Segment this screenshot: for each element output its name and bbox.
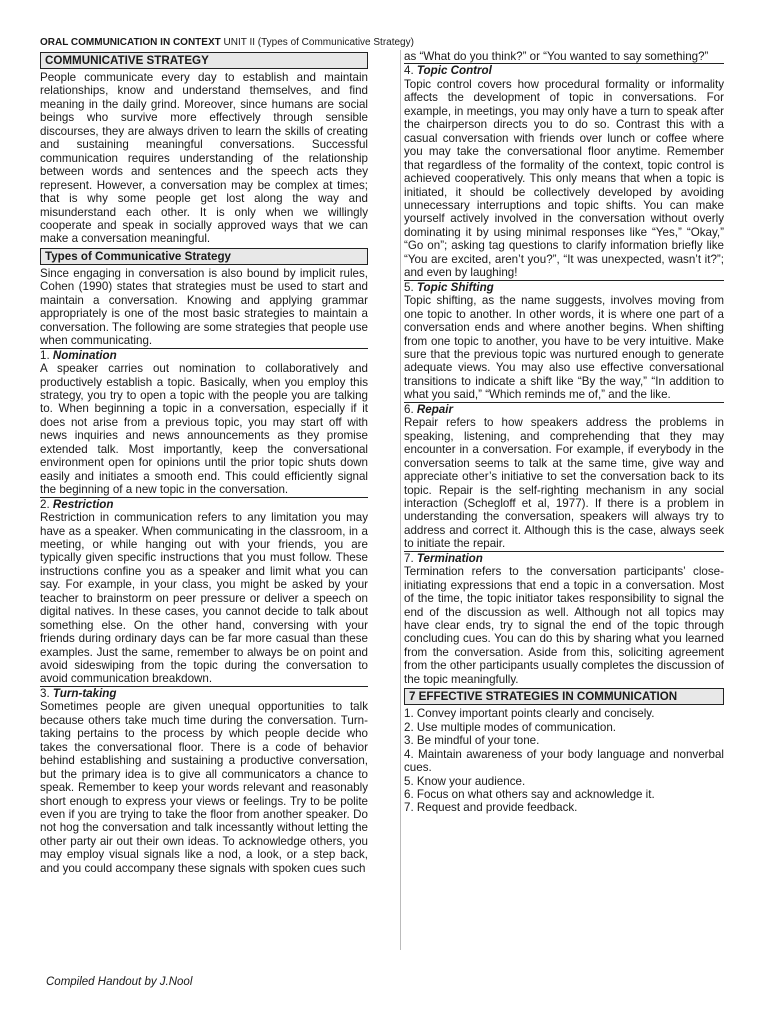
restriction-text: Restriction in communication refers to any limitation you may have as a speaker. When communicating in the classroom, in a meeting, or while hanging out with your friends, you are typically given specific instructions that you must follow. These instructions confine you as a speaker and limit what you can say. For example, in your class, you might be asked by your teacher to brainstorm on peer pressure or deliver a speech on digital natives. In these cases, you cannot decide to talk about something else. On the other hand, conversing with your friends during ordinary days can be far more casual than these examples. Just the same, remember to always be on point and avoid sideswiping from the topic during the conversation to avoid communication breakdown. xyxy=(40,511,368,686)
column-divider xyxy=(400,50,401,950)
list-item: 6. Focus on what others say and acknowledge it. xyxy=(404,788,655,802)
repair-heading: 6. Repair xyxy=(404,402,724,416)
communicative-strategy-heading: COMMUNICATIVE STRATEGY xyxy=(40,52,368,69)
turn-taking-text: Sometimes people are given unequal opportunities to talk because others take much time during the conversation. Turn-taking pertains to the process by which people decide who takes the conversational floor. There is a code of behavior behind establishing and sustaining a productive conversation, but the primary idea is to give all communicators a chance to speak. Remember to keep your words relevant and reasonably short enough to express your views or feelings. Try to be polite even if you are trying to take the floor from another speaker. Do not hog the conversation and talk incessantly without letting the other party air out their own ideas. To acknowledge others, you may employ visual signals like a nod, a look, or a step back, and you could accompany these signals with spoken cues such xyxy=(40,700,368,875)
footer-credit: Compiled Handout by J.Nool xyxy=(46,976,193,988)
turn-taking-continued: as “What do you think?” or “You wanted to say something?” xyxy=(404,50,709,63)
right-column xyxy=(404,50,724,815)
list-item: 1. Convey important points clearly and concisely. xyxy=(404,707,655,721)
topic-control-text: Topic control covers how procedural formality or informality affects the development of topic in conversations. For example, in meetings, you may only have a turn to speak after the chairperson directs you to do so. Contrast this with a casual conversation with friends over lunch or coffee where you may take the conversational floor anytime. Remember that regardless of the formality of the context, topic control is achieved cooperatively. This only means that when a topic is initiated, it should be collectively developed by avoiding unnecessary interruptions and topic shifts. You can make yourself actively involved in the conversation without overly dominating it by using minimal responses like “Yes,” “Okay,” “Go on”; asking tag questions to clarify information briefly like “You are excited, aren’t you?”, “It was unexpected, wasn’t it?”; and even by laughing! xyxy=(404,77,724,280)
list-item: 4. Maintain awareness of your body language and nonverbal cues. xyxy=(404,747,724,775)
types-intro-paragraph: Since engaging in conversation is also bound by implicit rules, Cohen (1990) states that strategies must be used to start and maintain a conversation. Knowing and applying grammar appropriately is one of the most basic strategies to maintain a conversation. The following are some strategies that people use when communicating. xyxy=(40,266,368,348)
list-item: 7. Request and provide feedback. xyxy=(404,801,578,815)
course-title: ORAL COMMUNICATION IN CONTEXT xyxy=(40,37,221,48)
list-item: 3. Be mindful of your tone. xyxy=(404,734,540,748)
effective-strategies-list xyxy=(404,707,724,815)
nomination-text: A speaker carries out nomination to collaboratively and productively establish a topic. Basically, when you employ this strategy, you try to open a topic with the people you are talking to. When beginning a topic in a conversation, especially if it does not arise from a previous topic, you may start off with news inquiries and news announcements as they promise extended talk. Most importantly, keep the conversational environment open for opinions until the prior topic shuts down easily and initiates a smooth end. This could efficiently signal the beginning of a new topic in the conversation. xyxy=(40,362,368,497)
left-column xyxy=(40,50,368,875)
list-item: 5. Know your audience. xyxy=(404,774,526,788)
restriction-heading: 2. Restriction xyxy=(40,497,368,511)
list-item: 2. Use multiple modes of communication. xyxy=(404,720,616,734)
nomination-heading: 1. Nomination xyxy=(40,348,368,362)
topic-shifting-heading: 5. Topic Shifting xyxy=(404,280,724,294)
intro-paragraph: People communicate every day to establish and maintain relationships, know and understand themselves, and find meaning in the daily grind. Moreover, since humans are social beings who survive more effectively through sensible discourses, they are always driven to learn the skills of creating and sustaining meaningful conversations. Successful communication requires understanding of the relationship between words and sentences and the speech acts they represent. However, a conversation may be complex at times; that is why some people get lost along the way and misunderstand each other. It is only when we willingly cooperate and speak in socially approved ways that we can make a conversation meaningful. xyxy=(40,71,368,246)
unit-title: UNIT II (Types of Communicative Strategy) xyxy=(223,37,414,48)
types-heading: Types of Communicative Strategy xyxy=(40,248,368,265)
turn-taking-heading: 3. Turn-taking xyxy=(40,686,368,700)
repair-text: Repair refers to how speakers address the problems in speaking, listening, and comprehending that they may encounter in a conversation. For example, if everybody in the conversation seems to talk at the same time, give way and appreciate other’s initiative to set the conversation back to its topic. Repair is the self-righting mechanism in any social interaction (Schegloff et al, 1977). If there is a problem in understanding the conversation, speakers will always try to address and correct it. Although this is the case, always seek to initiate the repair. xyxy=(404,416,724,551)
termination-heading: 7. Termination xyxy=(404,551,724,565)
page-header xyxy=(40,37,414,48)
topic-shifting-text: Topic shifting, as the name suggests, involves moving from one topic to another. In other words, it is where one part of a conversation ends and where another begins. When shifting from one topic to another, you have to be very intuitive. Make sure that the previous topic was nurtured enough to generate adequate views. You may also use effective conversational transitions to indicate a shift like “By the way,” “In addition to what you said,” “Which reminds me of,” and the like. xyxy=(404,294,724,402)
topic-control-heading: 4. Topic Control xyxy=(404,63,724,77)
termination-text: Termination refers to the conversation participants’ close-initiating expressions that end a topic in a conversation. Most of the time, the topic initiator takes responsibility to signal the end of the discussion as well. Although not all topics may have clear ends, try to signal the end of the topic through concluding cues. You can do this by sharing what you learned from the conversation. Aside from this, soliciting agreement from the other participants usually completes the discussion of the topic meaningfully. xyxy=(404,565,724,686)
effective-strategies-heading: 7 EFFECTIVE STRATEGIES IN COMMUNICATION xyxy=(404,688,724,705)
